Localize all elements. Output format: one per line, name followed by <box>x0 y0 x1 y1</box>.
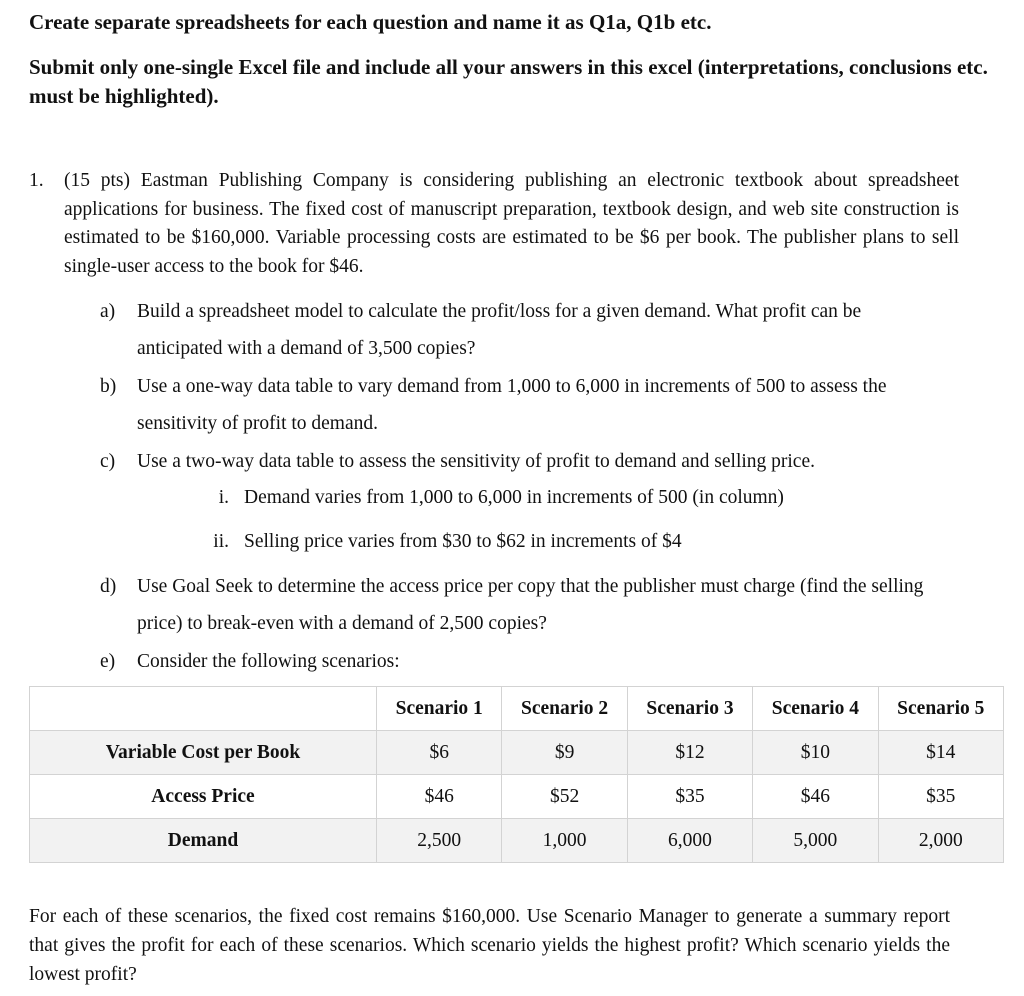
row-label: Variable Cost per Book <box>30 731 377 775</box>
table-cell: $14 <box>878 731 1003 775</box>
table-row-variable-cost <box>30 731 1004 775</box>
scenario-table <box>29 686 1004 863</box>
part-e <box>100 643 948 680</box>
table-cell: 6,000 <box>627 819 752 863</box>
part-c-item-i-text: Demand varies from 1,000 to 6,000 in increments of 500 (in column) <box>244 487 784 508</box>
header-cell-empty <box>30 687 377 731</box>
question-number: 1. <box>29 170 44 191</box>
header-scenario-2: Scenario 2 <box>502 687 627 731</box>
part-e-letter: e) <box>100 651 116 672</box>
table-cell: $46 <box>753 775 878 819</box>
table-cell: $52 <box>502 775 627 819</box>
header-scenario-4: Scenario 4 <box>753 687 878 731</box>
part-a-letter: a) <box>100 301 116 322</box>
row-label: Access Price <box>30 775 377 819</box>
part-c-item-i <box>211 484 784 512</box>
scenario-header-row <box>30 687 1004 731</box>
table-cell: $9 <box>502 731 627 775</box>
header-scenario-1: Scenario 1 <box>377 687 502 731</box>
table-cell: 2,500 <box>377 819 502 863</box>
part-a <box>100 293 948 367</box>
part-c <box>100 443 948 480</box>
part-b-text: Use a one-way data table to vary demand from 1,000 to 6,000 in increments of 500 to assess the sensitivity of profit to demand. <box>137 376 887 434</box>
table-cell: $12 <box>627 731 752 775</box>
part-d <box>100 568 948 642</box>
header-scenario-5: Scenario 5 <box>878 687 1003 731</box>
part-c-item-i-num: i. <box>218 487 229 508</box>
part-c-item-ii <box>211 528 682 556</box>
question-1 <box>29 167 959 281</box>
part-c-letter: c) <box>100 451 116 472</box>
instruction-heading-1: Create separate spreadsheets for each question and name it as Q1a, Q1b etc. <box>29 10 712 34</box>
table-row-demand <box>30 819 1004 863</box>
part-c-text: Use a two-way data table to assess the sensitivity of profit to demand and selling price. <box>137 451 815 472</box>
table-cell: 5,000 <box>753 819 878 863</box>
part-b-letter: b) <box>100 376 117 397</box>
question-text: (15 pts) Eastman Publishing Company is considering publishing an electronic textbook about spreadsheet applications for business. The fixed cost of manuscript preparation, textbook design, and web site construction is estimated to be $160,000. Variable processing costs are estimated to be $6 per book. The publisher plans to sell single-user access to the book for $46. <box>64 170 959 277</box>
row-label: Demand <box>30 819 377 863</box>
table-cell: $35 <box>627 775 752 819</box>
table-cell: $46 <box>377 775 502 819</box>
part-b <box>100 368 948 442</box>
table-cell: 1,000 <box>502 819 627 863</box>
table-cell: 2,000 <box>878 819 1003 863</box>
part-c-item-ii-text: Selling price varies from $30 to $62 in increments of $4 <box>244 531 682 552</box>
part-c-item-ii-num: ii. <box>213 531 229 552</box>
closing-paragraph: For each of these scenarios, the fixed cost remains $160,000. Use Scenario Manager to generate a summary report that gives the profit for each of these scenarios. Which scenario yields the highest profit? Which scenario yields the lowest profit? <box>29 906 950 985</box>
table-cell: $10 <box>753 731 878 775</box>
part-a-text: Build a spreadsheet model to calculate the profit/loss for a given demand. What profit can be anticipated with a demand of 3,500 copies? <box>137 301 862 359</box>
part-d-text: Use Goal Seek to determine the access price per copy that the publisher must charge (find the selling price) to break-even with a demand of 2,500 copies? <box>137 576 924 634</box>
table-cell: $35 <box>878 775 1003 819</box>
part-e-text: Consider the following scenarios: <box>137 651 400 672</box>
instruction-heading-2: Submit only one-single Excel file and include all your answers in this excel (interpretations, conclusions etc. must be highlighted). <box>29 55 988 108</box>
table-row-access-price <box>30 775 1004 819</box>
header-scenario-3: Scenario 3 <box>627 687 752 731</box>
table-cell: $6 <box>377 731 502 775</box>
part-d-letter: d) <box>100 576 117 597</box>
